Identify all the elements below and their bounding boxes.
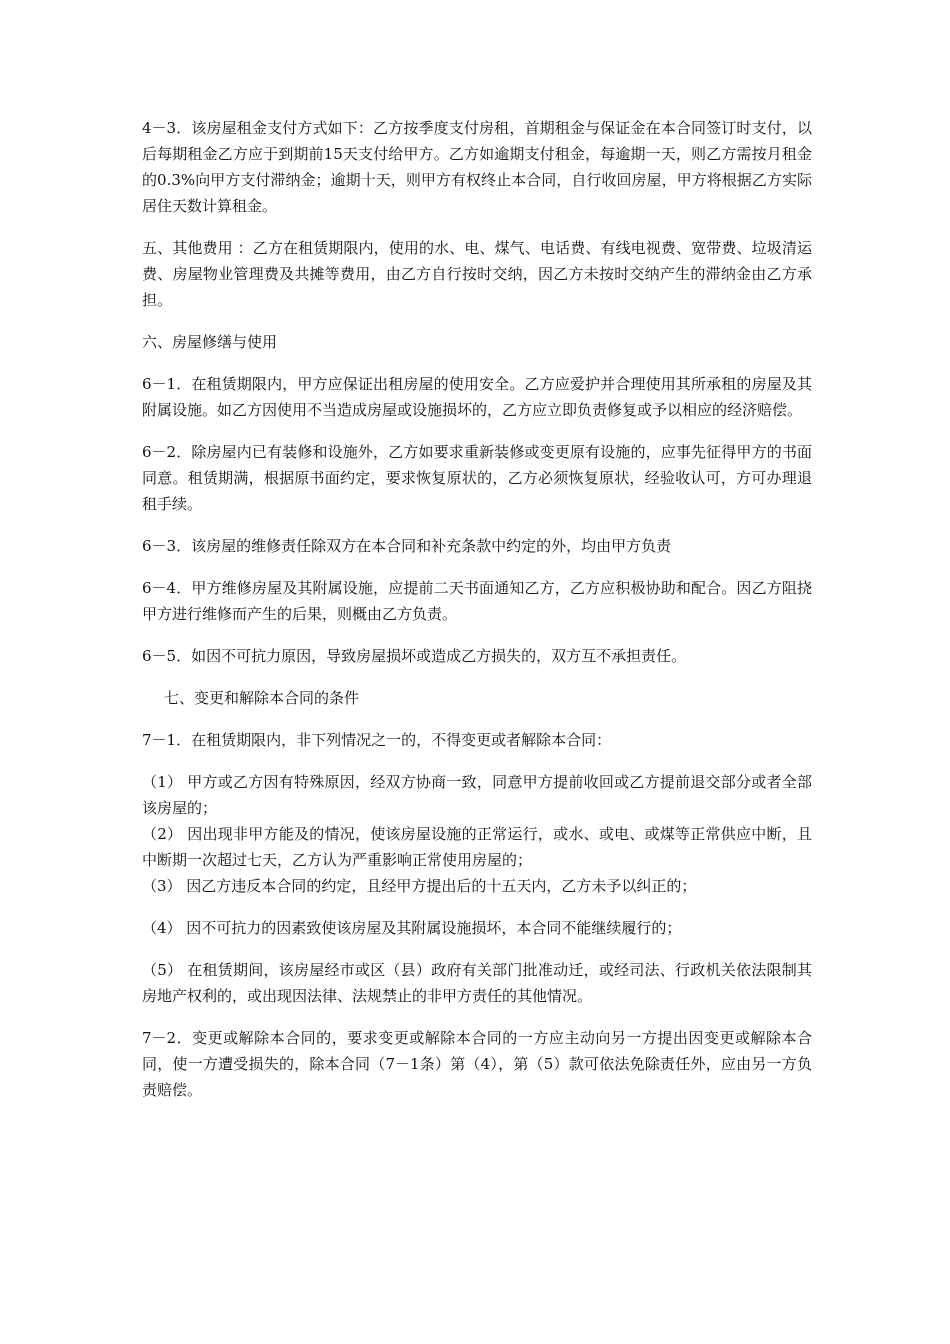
item-3: （3） 因乙方违反本合同的约定，且经甲方提出后的十五天内，乙方未予以纠正的； bbox=[142, 877, 697, 895]
item-2: （2） 因出现非甲方能及的情况，使该房屋设施的正常运行，或水、或电、或煤等正常供应中断，且中断期一次超过七天，乙方认为严重影响正常使用房屋的； bbox=[142, 825, 812, 869]
clause-4-3: 4－3．该房屋租金支付方式如下：乙方按季度支付房租，首期租金与保证金在本合同签订时支付，以后每期租金乙方应于到期前15天支付给甲方。乙方如逾期支付租金，每逾期一天，则乙方需按月租金的0.3%向甲方支付滞纳金；逾期十天，则甲方有权终止本合同，自行收回房屋，甲方将根据乙方实际居住天数计算租金。 bbox=[142, 119, 812, 215]
clause-6-3: 6－3．该房屋的维修责任除双方在本合同和补充条款中约定的外，均由甲方负责 bbox=[142, 537, 672, 555]
section-7-heading: 七、变更和解除本合同的条件 bbox=[164, 689, 360, 707]
clause-7-2: 7－2．变更或解除本合同的，要求变更或解除本合同的一方应主动向另一方提出因变更或解除本合同，使一方遭受损失的，除本合同（7－1条）第（4），第（5）款可依法免除责任外，应由另一方负责赔偿。 bbox=[142, 1029, 812, 1099]
section-6-heading: 六、房屋修缮与使用 bbox=[142, 333, 278, 351]
item-4: （4） 因不可抗力的因素致使该房屋及其附属设施损坏，本合同不能继续履行的； bbox=[142, 919, 682, 937]
item-5: （5） 在租赁期间，该房屋经市或区（县）政府有关部门批准动迁，或经司法、行政机关依法限制其房地产权利的，或出现因法律、法规禁止的非甲方责任的其他情况。 bbox=[142, 961, 812, 1005]
clause-7-1: 7－1．在租赁期限内，非下列情况之一的，不得变更或者解除本合同： bbox=[142, 731, 612, 749]
clause-6-1: 6－1．在租赁期限内，甲方应保证出租房屋的使用安全。乙方应爱护并合理使用其所承租的房屋及其附属设施。如乙方因使用不当造成房屋或设施损坏的，乙方应立即负责修复或予以相应的经济赔偿。 bbox=[142, 375, 812, 419]
clause-6-2: 6－2．除房屋内已有装修和设施外，乙方如要求重新装修或变更原有设施的，应事先征得甲方的书面同意。租赁期满，根据原书面约定，要求恢复原状的，乙方必须恢复原状，经验收认可，方可办理退租手续。 bbox=[142, 443, 812, 513]
section-5-other-fees: 五、其他费用 ：乙方在租赁期限内，使用的水、电、煤气、电话费、有线电视费、宽带费、垃圾清运费、房屋物业管理费及共摊等费用，由乙方自行按时交纳，因乙方未按时交纳产生的滞纳金由乙方承担。 bbox=[142, 239, 812, 309]
item-1: （1） 甲方或乙方因有特殊原因，经双方协商一致，同意甲方提前收回或乙方提前退交部分或者全部该房屋的； bbox=[142, 773, 812, 817]
document-page bbox=[142, 115, 812, 1119]
clause-6-5: 6－5．如因不可抗力原因，导致房屋损坏或造成乙方损失的，双方互不承担责任。 bbox=[142, 647, 687, 665]
clause-6-4: 6－4．甲方维修房屋及其附属设施，应提前二天书面通知乙方，乙方应积极协助和配合。因乙方阻挠甲方进行维修而产生的后果，则概由乙方负责。 bbox=[142, 579, 812, 623]
